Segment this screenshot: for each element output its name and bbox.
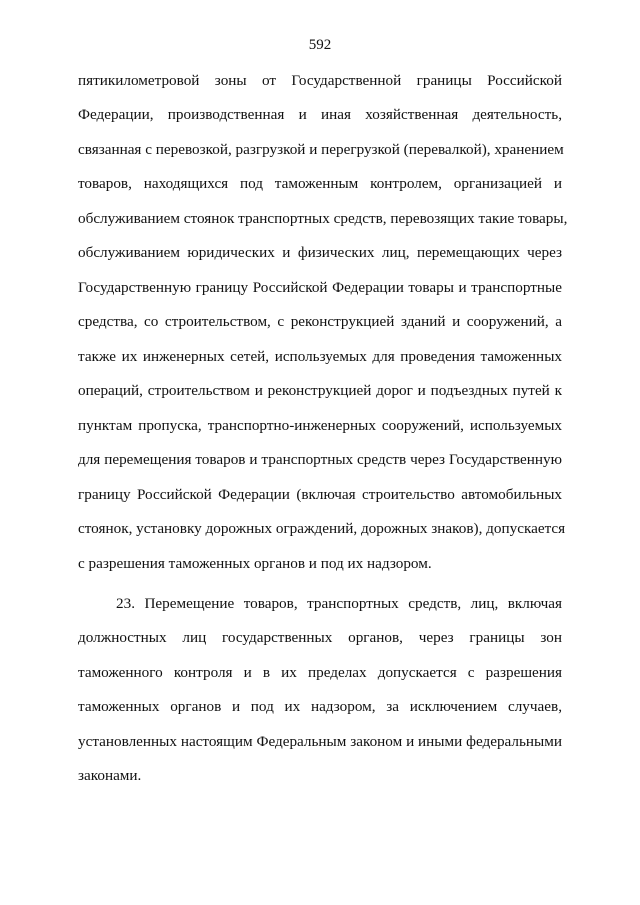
paragraph-1-line-15: с разрешения таможенных органов и под их надзором.	[78, 555, 432, 572]
paragraph-1-line-11: пунктам пропуска, транспортно-инженерных сооружений, используемых	[78, 417, 562, 434]
page-number: 592	[308, 37, 332, 53]
paragraph-2-line-1: 23. Перемещение товаров, транспортных средств, лиц, включая	[116, 595, 562, 612]
paragraph-1-line-3: связанная с перевозкой, разгрузкой и перегрузкой (перевалкой), хранением	[78, 141, 564, 158]
paragraph-1-line-1: пятикилометровой зоны от Государственной границы Российской	[78, 72, 562, 89]
paragraph-2-line-3: таможенного контроля и в их пределах допускается с разрешения	[78, 664, 562, 681]
paragraph-1-line-13: границу Российской Федерации (включая строительство автомобильных	[78, 486, 562, 503]
paragraph-2-line-4: таможенных органов и под их надзором, за исключением случаев,	[78, 698, 562, 715]
paragraph-2-line-2: должностных лиц государственных органов, через границы зон	[78, 629, 562, 646]
paragraph-2-line-6: законами.	[78, 767, 142, 784]
paragraph-1-line-8: средства, со строительством, с реконструкцией зданий и сооружений, а	[78, 313, 562, 330]
paragraph-1-line-14: стоянок, установку дорожных ограждений, дорожных знаков), допускается	[78, 520, 566, 537]
paragraph-1-line-7: Государственную границу Российской Федерации товары и транспортные	[78, 279, 562, 296]
paragraph-1-line-6: обслуживанием юридических и физических лиц, перемещающих через	[78, 244, 562, 261]
paragraph-2-line-5: установленных настоящим Федеральным законом и иными федеральными	[78, 733, 562, 750]
paragraph-1-line-4: товаров, находящихся под таможенным контролем, организацией и	[78, 175, 562, 192]
paragraph-1-line-9: также их инженерных сетей, используемых для проведения таможенных	[78, 348, 562, 365]
paragraph-1-line-2: Федерации, производственная и иная хозяйственная деятельность,	[78, 106, 562, 123]
paragraph-1-line-12: для перемещения товаров и транспортных средств через Государственную	[78, 451, 562, 468]
paragraph-1-line-5: обслуживанием стоянок транспортных средств, перевозящих такие товары,	[78, 210, 568, 227]
paragraph-1-line-10: операций, строительством и реконструкцией дорог и подъездных путей к	[78, 382, 562, 399]
